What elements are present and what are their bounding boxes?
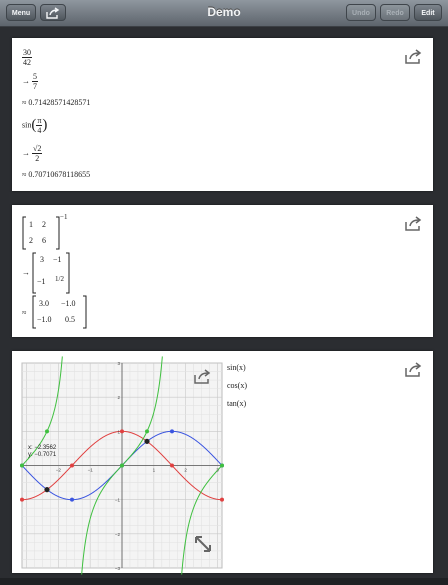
matrix-cell: 2	[29, 236, 33, 245]
approx-result: ≈ 0.71428571428571	[22, 98, 91, 107]
fraction-trig-card[interactable]	[12, 38, 433, 191]
legend-sin[interactable]: sin(x)	[227, 363, 246, 372]
bottom-toolbar	[0, 578, 448, 585]
exact-matrix-brackets	[32, 251, 72, 295]
sin-exact-result: → $\frac{√2}{2}$	[22, 144, 42, 163]
matrix-cell: −1.0	[37, 315, 52, 324]
redo-button[interactable]: Redo	[380, 4, 410, 21]
matrix-cell: −1.0	[61, 299, 76, 308]
y-tick-label: 3	[117, 361, 120, 366]
y-tick-label: −3	[114, 566, 120, 571]
exact-prefix: →	[22, 268, 30, 277]
page-title: Demo	[207, 5, 241, 19]
matrix-cell: 3.0	[39, 299, 49, 308]
function-plot[interactable]	[22, 361, 222, 571]
matrix-card[interactable]	[12, 205, 433, 337]
cos-point	[20, 498, 24, 502]
sin-point	[170, 429, 174, 433]
matrix-cell: −1	[53, 255, 62, 264]
readout-x: x: −2.3562	[28, 445, 57, 451]
tan-point	[45, 429, 49, 433]
graph-card[interactable]	[12, 351, 433, 573]
x-tick-label: 2	[184, 467, 187, 473]
sin-point	[70, 498, 74, 502]
x-tick-label: 3	[216, 467, 219, 473]
intersection-point	[144, 439, 149, 444]
cos-point	[120, 429, 124, 433]
readout-y: y: −0.7071	[28, 452, 57, 458]
y-tick-label: 2	[117, 395, 120, 401]
cos-point	[220, 498, 224, 502]
approx-prefix: ≈	[22, 308, 27, 317]
cos-point	[170, 464, 174, 468]
share-icon[interactable]	[405, 50, 423, 64]
matrix-cell: 3	[40, 255, 44, 264]
matrix-cell: 6	[42, 236, 46, 245]
y-tick-label: −2	[114, 531, 120, 537]
navigation-bar	[0, 0, 448, 27]
tan-point	[20, 464, 24, 468]
matrix-cell: 1/2	[55, 275, 64, 283]
edit-button[interactable]: Edit	[414, 4, 442, 21]
sin-input: sin( $\frac{\pi}{4}$ )	[22, 116, 48, 135]
matrix-cell: 1	[29, 220, 33, 229]
cos-point	[70, 464, 74, 468]
y-tick-label: 1	[117, 429, 120, 435]
x-tick-label: 1	[152, 467, 156, 473]
x-tick-label: −2	[55, 467, 61, 473]
exact-result: → $\frac{5}{7}$	[22, 72, 37, 91]
tan-point	[145, 429, 149, 433]
matrix-cell: −1	[37, 277, 46, 286]
matrix-exponent: −1	[60, 213, 68, 221]
y-tick-label: −1	[114, 497, 120, 503]
x-tick-label: −1	[87, 467, 93, 473]
tan-point	[220, 464, 224, 468]
matrix-cell: 0.5	[65, 315, 75, 324]
menu-button[interactable]: Menu	[6, 4, 36, 21]
legend-tan[interactable]: tan(x)	[227, 399, 247, 408]
sin-approx-result: ≈ 0.70710678118655	[22, 170, 91, 179]
intersection-point	[44, 487, 49, 492]
legend-cos[interactable]: cos(x)	[227, 381, 247, 390]
share-icon[interactable]	[405, 217, 423, 231]
fraction-input: $\frac{30}{42}$	[23, 48, 31, 67]
tan-point	[120, 464, 124, 468]
undo-button[interactable]: Undo	[346, 4, 376, 21]
matrix-cell: 2	[42, 220, 46, 229]
share-icon[interactable]	[405, 363, 423, 377]
